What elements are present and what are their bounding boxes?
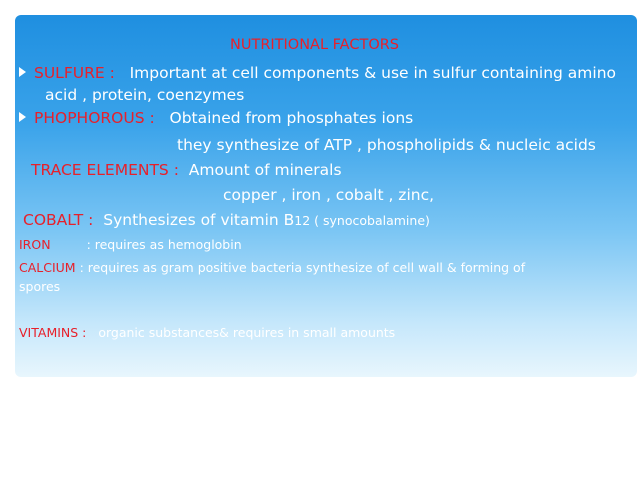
- calcium-text: : requires as gram positive bacteria synthesize of cell wall & forming of: [75, 260, 526, 275]
- calcium-line-2: spores: [19, 279, 61, 294]
- trace-label: TRACE ELEMENTS :: [31, 161, 179, 179]
- sulfure-label: SULFURE :: [34, 64, 115, 82]
- slide-title: NUTRITIONAL FACTORS: [230, 37, 400, 53]
- phosphorous-text: Obtained from phosphates ions: [169, 109, 414, 127]
- arrow-bullet-icon: [19, 112, 26, 122]
- cobalt-line: [23, 211, 430, 229]
- cobalt-sub: 12: [294, 213, 311, 228]
- phosphorous-line-2: they synthesize of ATP , phospholipids & nucleic acids: [177, 136, 596, 154]
- sulfure-line: [19, 64, 616, 82]
- cobalt-paren: ( synocobalamine): [310, 213, 430, 228]
- phosphorous-line: [19, 109, 413, 127]
- vitamins-line: [19, 325, 395, 340]
- sulfure-text: Important at cell components & use in sulfur containing amino: [129, 64, 616, 82]
- trace-line: [31, 161, 342, 179]
- iron-text: : requires as hemoglobin: [86, 237, 242, 252]
- sulfure-line-2: acid , protein, coenzymes: [45, 86, 245, 104]
- slide: [15, 15, 637, 377]
- calcium-line: [19, 260, 525, 275]
- calcium-label: CALCIUM: [19, 260, 76, 275]
- iron-line: [19, 237, 242, 252]
- phosphorous-label: PHOPHOROUS :: [34, 109, 155, 127]
- trace-text: Amount of minerals: [188, 161, 342, 179]
- iron-label: IRON: [19, 237, 51, 252]
- cobalt-text: Synthesizes of vitamin B: [103, 211, 295, 229]
- trace-line-2: copper , iron , cobalt , zinc,: [223, 186, 435, 204]
- vitamins-label: VITAMINS :: [19, 325, 87, 340]
- arrow-bullet-icon: [19, 67, 26, 77]
- cobalt-label: COBALT :: [23, 211, 94, 229]
- vitamins-text: organic substances& requires in small amounts: [98, 325, 396, 340]
